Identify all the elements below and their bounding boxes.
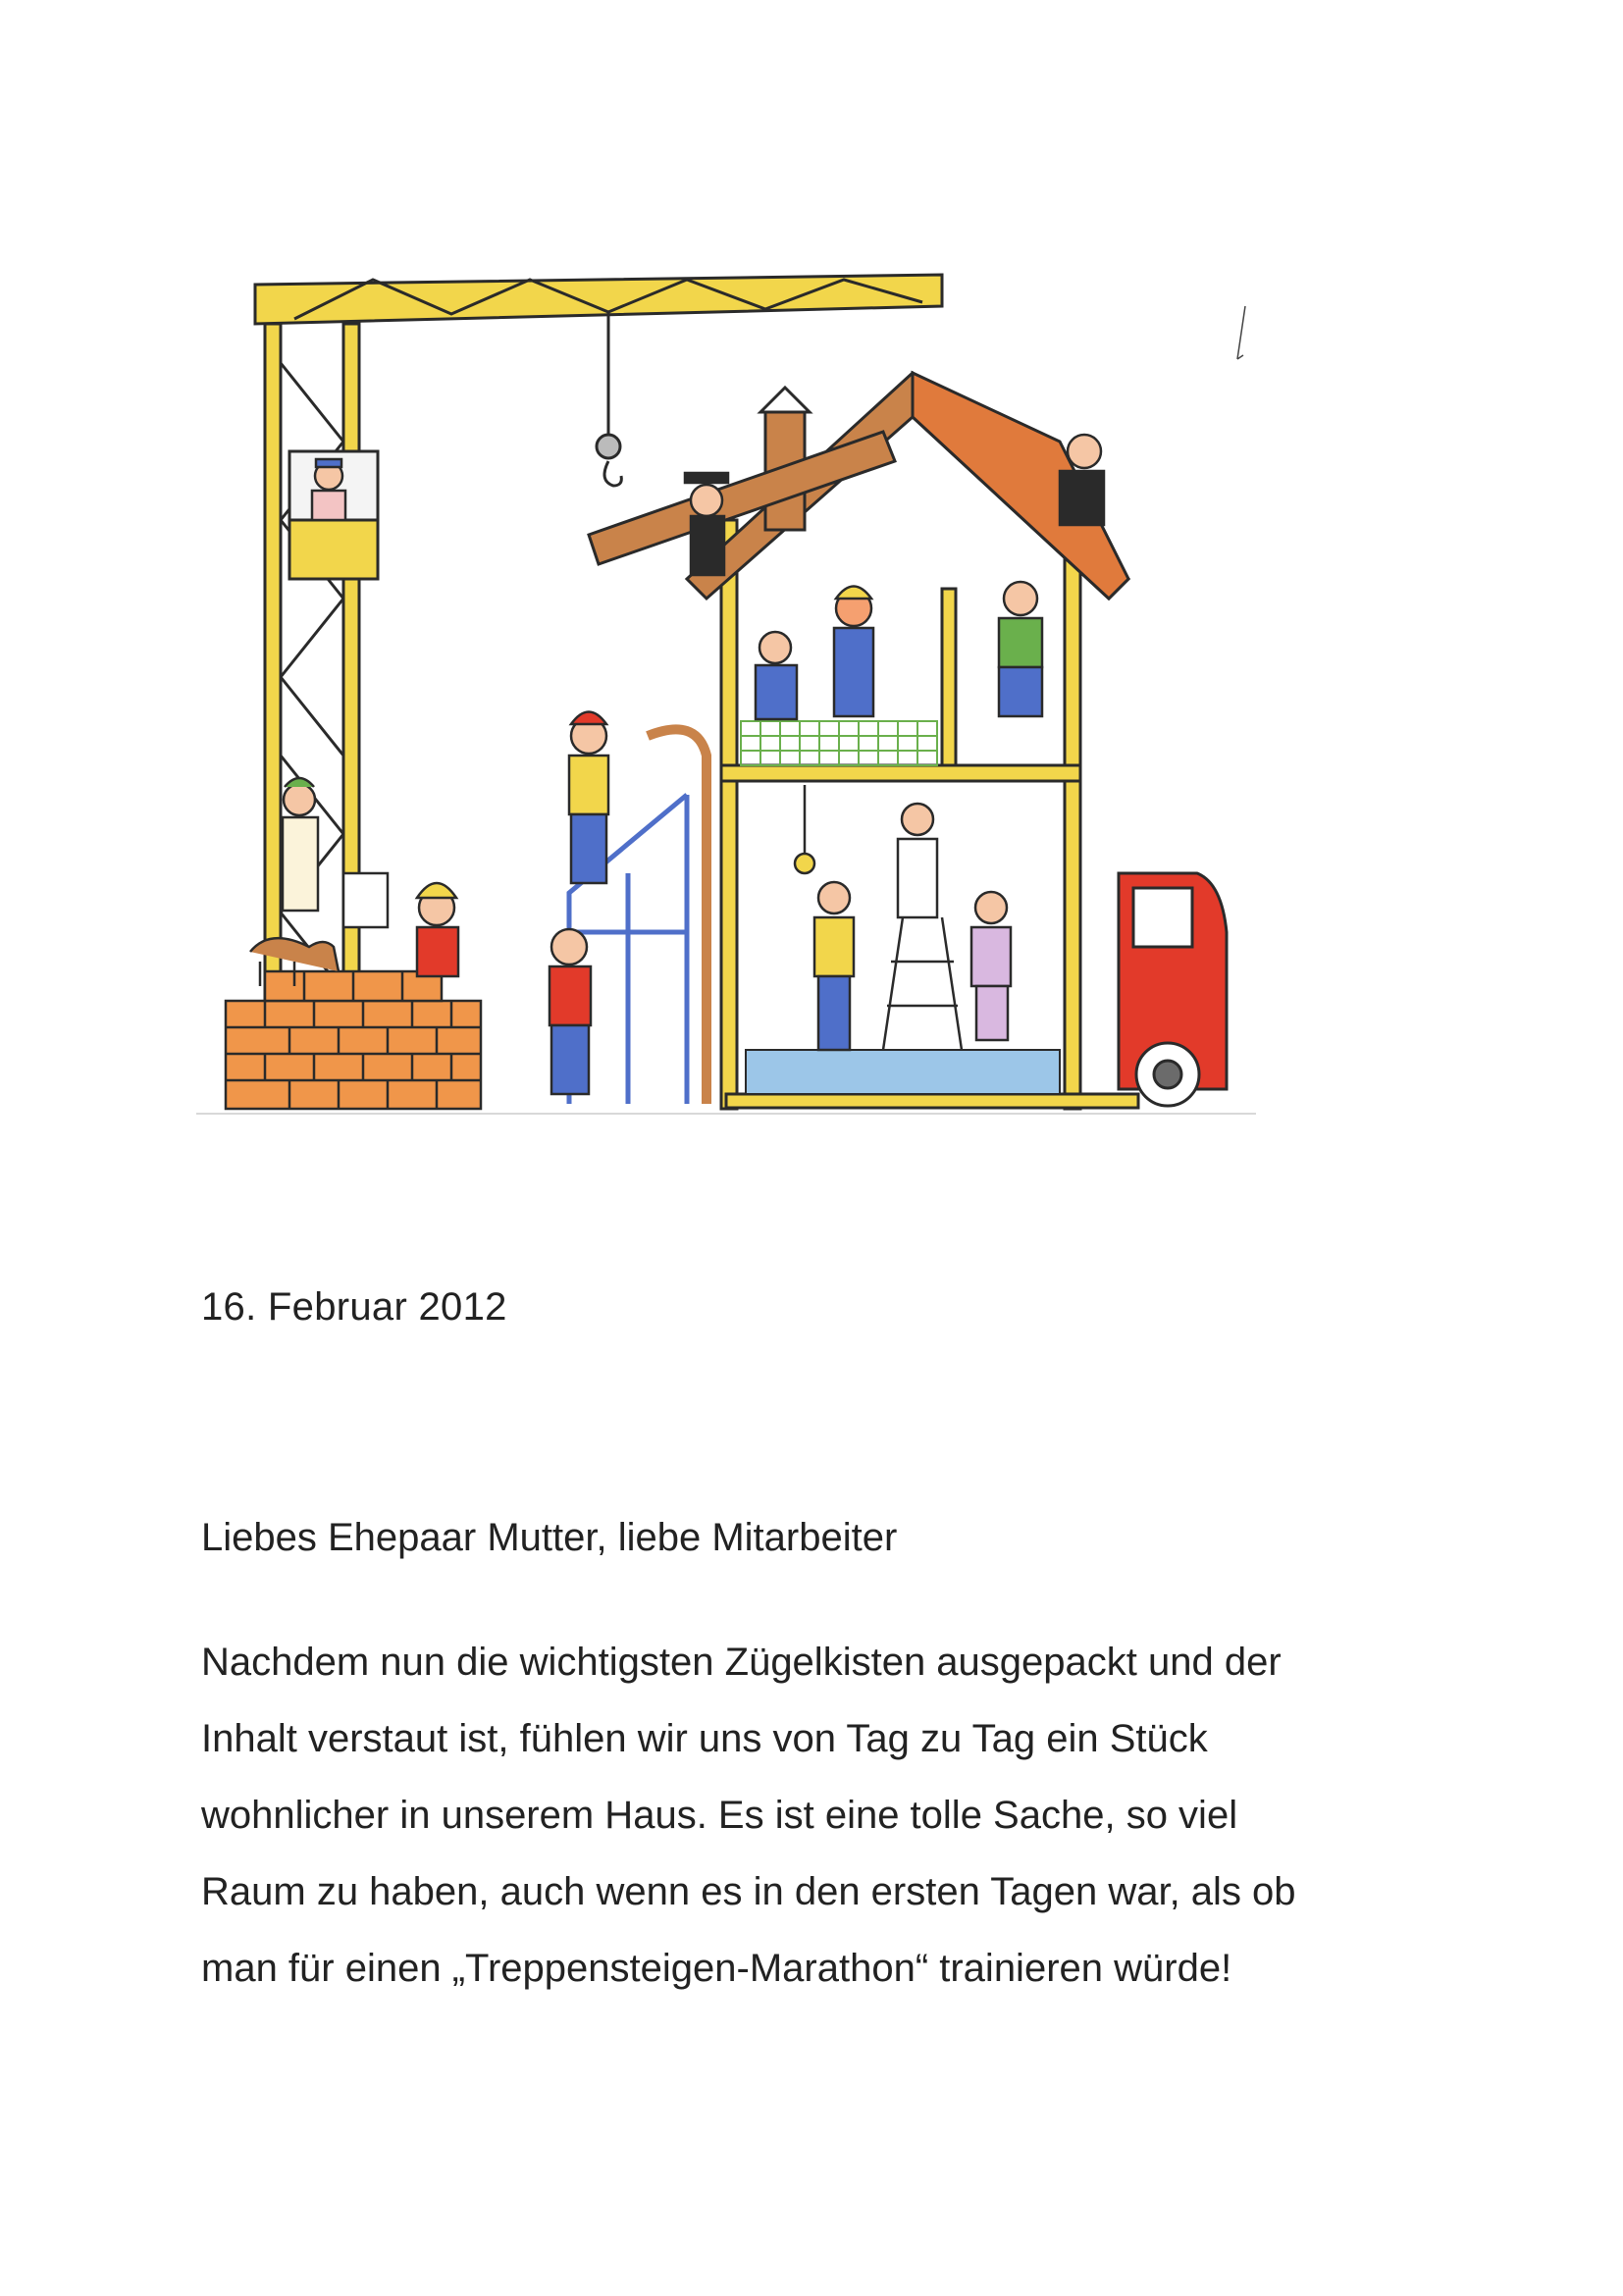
house-frame — [589, 373, 1138, 1109]
floor-carpet — [746, 1050, 1060, 1094]
body-line: Raum zu haben, auch wenn es in den ersten Tagen war, als ob — [201, 1870, 1296, 1913]
letter-body — [201, 1624, 1477, 2007]
construction-illustration — [196, 186, 1256, 1119]
body-line: man für einen „Treppensteigen-Marathon“ trainieren würde! — [201, 1947, 1232, 1990]
scaffold-net — [741, 721, 937, 765]
pen-mark — [1231, 304, 1251, 363]
body-line: Inhalt verstaut ist, fühlen wir uns von Tag zu Tag ein Stück — [201, 1717, 1208, 1760]
letter-date: 16. Februar 2012 — [201, 1285, 507, 1329]
body-line: wohnlicher in unserem Haus. Es ist eine tolle Sache, so viel — [201, 1794, 1238, 1837]
truck — [1119, 873, 1227, 1106]
body-line: Nachdem nun die wichtigsten Zügelkisten ausgepackt und der — [201, 1641, 1282, 1684]
crane-operator — [312, 459, 345, 520]
bricklayer — [417, 883, 458, 976]
downpipe — [648, 729, 707, 1104]
letter-salutation: Liebes Ehepaar Mutter, liebe Mitarbeiter — [201, 1516, 898, 1559]
worker-with-plan — [283, 778, 388, 927]
brick-wall — [226, 971, 481, 1109]
